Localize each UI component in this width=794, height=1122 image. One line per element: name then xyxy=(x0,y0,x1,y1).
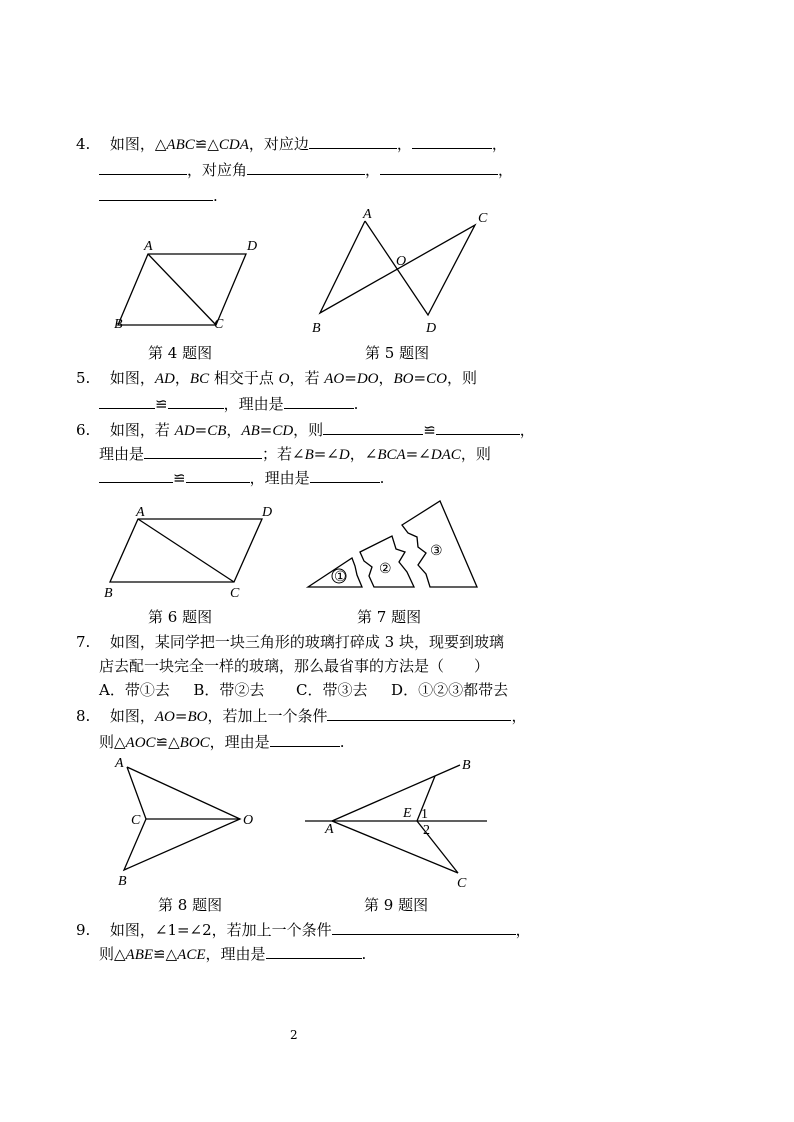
label-o: O xyxy=(243,813,254,828)
label-a: A xyxy=(136,505,145,520)
answer-blank[interactable] xyxy=(270,732,340,747)
label-b: B xyxy=(312,321,321,336)
answer-blank[interactable] xyxy=(99,394,155,409)
q5-line-1: 5. 如图，AD，BC 相交于点 O，若 AO=DO，BO=CO，则 xyxy=(76,369,477,387)
label-b: B xyxy=(104,586,113,601)
answer-blank[interactable] xyxy=(266,944,362,959)
answer-blank[interactable] xyxy=(144,444,262,459)
piece-1-label: ① xyxy=(334,570,347,585)
answer-blank[interactable] xyxy=(310,468,380,483)
label-c: C xyxy=(230,586,240,601)
q7-line-2: 店去配一块完全一样的玻璃，那么最省事的方法是（ ） xyxy=(99,657,490,675)
figure-6-parallelogram xyxy=(100,505,290,605)
answer-blank[interactable] xyxy=(309,134,397,149)
answer-blank[interactable] xyxy=(186,468,250,483)
caption-fig-7: 第 7 题图 xyxy=(357,608,422,626)
q8-line-2: 则△AOC≌△BOC，理由是 . xyxy=(99,733,345,751)
figure-5-crossing-triangles xyxy=(310,205,500,335)
label-d: D xyxy=(247,239,258,254)
q4-line-1: 4. 如图，△ABC≌△CDA，对应边 ， ， xyxy=(76,135,507,153)
label-d: D xyxy=(262,505,273,520)
label-b: B xyxy=(462,758,471,773)
q7-line-1: 7. 如图，某同学把一块三角形的玻璃打碎成 3 块，现要到玻璃 xyxy=(76,633,504,651)
label-e: E xyxy=(403,806,412,821)
figure-9-angles xyxy=(300,755,500,890)
q4-line-2: ，对应角 ， ， xyxy=(99,160,513,180)
q9-number: 9. xyxy=(76,921,91,939)
label-d: D xyxy=(426,321,437,336)
answer-blank[interactable] xyxy=(332,920,516,935)
caption-fig-9: 第 9 题图 xyxy=(364,896,429,914)
q6-line-1: 6. 如图，若 AD=CB，AB=CD，则 ≌ ， xyxy=(76,421,535,439)
caption-fig-6: 第 6 题图 xyxy=(148,608,213,626)
caption-fig-8: 第 8 题图 xyxy=(158,896,223,914)
q6-number: 6. xyxy=(76,421,91,439)
q5-line-2: ≌ ，理由是 . xyxy=(99,394,358,414)
answer-blank[interactable] xyxy=(99,186,213,201)
q5-number: 5. xyxy=(76,369,91,387)
segment-ab xyxy=(332,765,460,821)
answer-blank[interactable] xyxy=(436,420,520,435)
angle-2-label: 2 xyxy=(423,823,430,838)
label-a: A xyxy=(144,239,153,254)
answer-blank[interactable] xyxy=(247,160,365,175)
segment-ac xyxy=(332,821,458,873)
option-b[interactable]: B．带②去 xyxy=(193,681,265,699)
answer-blank[interactable] xyxy=(323,420,423,435)
q7-number: 7. xyxy=(76,633,91,651)
answer-blank[interactable] xyxy=(327,706,511,721)
label-o: O xyxy=(396,254,407,269)
label-c: C xyxy=(131,813,141,828)
label-c: C xyxy=(457,876,467,891)
label-a: A xyxy=(325,822,334,837)
q4-line-3: . xyxy=(99,186,218,206)
q9-line-2: 则△ABE≌△ACE，理由是 . xyxy=(99,945,367,963)
option-c[interactable]: C．带③去 xyxy=(296,681,368,699)
label-c: C xyxy=(214,317,224,332)
answer-blank[interactable] xyxy=(168,394,224,409)
option-d[interactable]: D．①②③都带去 xyxy=(391,681,509,699)
figure-7-broken-glass xyxy=(300,495,485,595)
label-a: A xyxy=(363,207,372,222)
caption-fig-5: 第 5 题图 xyxy=(365,344,430,362)
answer-blank[interactable] xyxy=(380,160,498,175)
figure-4-parallelogram xyxy=(108,232,268,337)
label-b: B xyxy=(118,874,127,889)
answer-blank[interactable] xyxy=(284,394,354,409)
piece-2-label: ② xyxy=(379,562,392,577)
q4-number: 4. xyxy=(76,135,91,153)
angle-1-label: 1 xyxy=(421,807,428,822)
diagonal-ac xyxy=(138,519,234,582)
q7-options xyxy=(99,680,508,700)
label-b: B xyxy=(114,317,123,332)
q8-line-1: 8. 如图，AO=BO，若加上一个条件 ， xyxy=(76,707,527,725)
q6-line-2: 理由是 ；若∠B=∠D，∠BCA=∠DAC，则 xyxy=(99,445,491,463)
label-c: C xyxy=(478,211,488,226)
page-number: 2 xyxy=(290,1028,298,1042)
q9-line-1: 9. 如图，∠1=∠2，若加上一个条件 ， xyxy=(76,921,531,939)
label-a: A xyxy=(115,756,124,771)
piece-3-label: ③ xyxy=(430,544,443,559)
option-a[interactable]: A．带①去 xyxy=(99,681,170,699)
answer-blank[interactable] xyxy=(99,468,173,483)
diagonal-ac xyxy=(148,254,216,325)
answer-blank[interactable] xyxy=(412,134,492,149)
answer-blank[interactable] xyxy=(99,160,187,175)
q8-number: 8. xyxy=(76,707,91,725)
caption-fig-4: 第 4 题图 xyxy=(148,344,213,362)
q6-line-3: ≌ ，理由是 . xyxy=(99,468,384,488)
figure-8-kite xyxy=(110,752,270,892)
